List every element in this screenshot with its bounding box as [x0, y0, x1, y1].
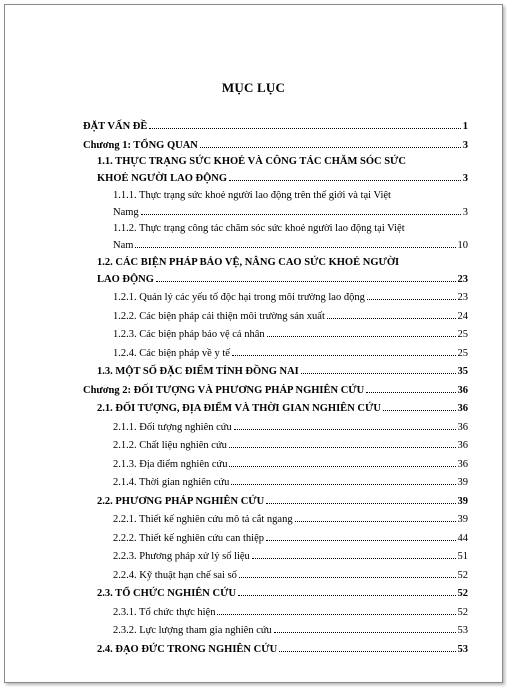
toc-entry-text: 1.1. THỰC TRẠNG SỨC KHOẺ VÀ CÔNG TÁC CHĂM SÓC SỨC	[97, 156, 407, 167]
toc-entry[interactable]	[113, 420, 468, 433]
toc-entry[interactable]	[113, 549, 468, 562]
toc-page-number: 36	[457, 440, 468, 451]
toc-entry[interactable]	[113, 205, 468, 218]
toc-page-number: 39	[457, 477, 468, 488]
dot-leader	[149, 128, 460, 129]
dot-leader	[229, 447, 456, 448]
toc-entry[interactable]	[83, 119, 468, 132]
dot-leader	[141, 214, 461, 215]
toc-entry[interactable]	[113, 346, 468, 359]
dot-leader	[279, 651, 455, 652]
toc-entry-text: 2.2.3. Phương pháp xử lý số liệu	[113, 551, 250, 562]
dot-leader	[234, 429, 456, 430]
toc-entry-text: 2.3.1. Tổ chức thực hiện	[113, 606, 216, 618]
toc-entry[interactable]	[113, 623, 468, 636]
toc-entry-text: 2.2. PHƯƠNG PHÁP NGHIÊN CỨU	[97, 495, 265, 507]
toc-page-number: 52	[457, 569, 468, 581]
dot-leader	[327, 318, 456, 319]
toc-page-number: 24	[457, 310, 468, 322]
toc-entry[interactable]	[113, 512, 468, 525]
toc-page-number: 44	[457, 532, 468, 544]
dot-leader	[231, 484, 455, 485]
document-page	[4, 4, 503, 683]
toc-entry-text: 1.2.1. Quản lý các yếu tố độc hại trong môi trường lao động	[113, 292, 365, 303]
dot-leader	[274, 632, 456, 633]
toc-page-number: 36	[457, 458, 468, 470]
toc-page-number: 25	[457, 329, 468, 340]
toc-entry[interactable]	[97, 586, 468, 599]
toc-entry-text-continued: Namg	[113, 206, 139, 218]
toc-entry-text: 1.1.2. Thực trạng công tác chăm sóc sức khoẻ người lao động tại Việt	[113, 223, 405, 234]
toc-page-number: 23	[457, 273, 468, 285]
toc-entry-text: 2.2.1. Thiết kế nghiên cứu mô tả cắt ngang	[113, 514, 293, 525]
toc-page-number: 53	[457, 625, 468, 636]
toc-entry[interactable]	[113, 438, 468, 451]
toc-entry[interactable]	[113, 309, 468, 322]
toc-entry-text-continued: LAO ĐỘNG	[97, 273, 154, 285]
toc-entry[interactable]	[97, 401, 468, 414]
dot-leader	[217, 614, 455, 615]
toc-page-number: 53	[457, 643, 468, 655]
toc-entry-text: 1.2.4. Các biện pháp về y tế	[113, 347, 230, 359]
dot-leader	[239, 577, 456, 578]
toc-entry-text-continued: Nam	[113, 240, 134, 251]
toc-entry-text: ĐẶT VẤN ĐỀ	[83, 121, 148, 132]
dot-leader	[367, 299, 456, 300]
toc-entry[interactable]	[113, 238, 468, 251]
dot-leader	[200, 147, 461, 148]
dot-leader	[366, 392, 455, 393]
toc-page-number: 36	[457, 384, 468, 396]
toc-entry[interactable]	[97, 272, 468, 285]
toc-page-number: 1	[462, 121, 468, 132]
toc-entry[interactable]	[113, 531, 468, 544]
toc-entry-text: 2.3. TỔ CHỨC NGHIÊN CỨU	[97, 588, 237, 599]
toc-title: MỤC LỤC	[221, 80, 286, 95]
toc-page-number: 23	[457, 292, 468, 303]
toc-entry-text: 2.1.2. Chất liệu nghiên cứu	[113, 440, 227, 451]
dot-leader	[156, 281, 456, 282]
dot-leader	[295, 521, 456, 522]
dot-leader	[267, 336, 456, 337]
toc-entry-text: 2.4. ĐẠO ĐỨC TRONG NGHIÊN CỨU	[97, 643, 278, 655]
dot-leader	[266, 540, 456, 541]
toc-entry-text: 1.2. CÁC BIỆN PHÁP BẢO VỆ, NÂNG CAO SỨC KHOẺ NGƯỜI	[97, 256, 400, 268]
toc-entry-text: Chương 2: ĐỐI TƯỢNG VÀ PHƯƠNG PHÁP NGHIÊN CỨU	[83, 384, 365, 396]
toc-entry[interactable]	[113, 568, 468, 581]
toc-entry[interactable]	[83, 138, 468, 151]
toc-page-number: 3	[462, 139, 468, 151]
dot-leader	[135, 247, 455, 248]
toc-entry-text: 1.1.1. Thực trạng sức khoẻ người lao động trên thế giới và tại Việt	[113, 189, 391, 201]
dot-leader	[238, 595, 455, 596]
toc-entry-text-continued: KHOẺ NGƯỜI LAO ĐỘNG	[97, 173, 227, 184]
dot-leader	[229, 466, 455, 467]
toc-entry-text: 2.2.4. Kỹ thuật hạn chế sai số	[113, 569, 237, 581]
toc-entry[interactable]	[113, 327, 468, 340]
toc-page-number: 3	[462, 206, 468, 218]
toc-page-number: 52	[457, 588, 468, 599]
toc-entry-text: 2.1.3. Địa điểm nghiên cứu	[113, 458, 228, 470]
toc-entry[interactable]	[83, 383, 468, 396]
toc-page-number: 35	[457, 366, 468, 377]
dot-leader	[266, 503, 455, 504]
dot-leader	[252, 558, 456, 559]
toc-entry[interactable]	[97, 494, 468, 507]
toc-page-number: 10	[457, 240, 468, 251]
toc-entry[interactable]	[113, 605, 468, 618]
dot-leader	[232, 355, 456, 356]
toc-entry-text: 2.3.2. Lực lượng tham gia nghiên cứu	[113, 625, 272, 636]
toc-page-number: 36	[457, 421, 468, 433]
toc-entry[interactable]	[97, 364, 468, 377]
toc-page-number: 39	[457, 514, 468, 525]
toc-entry-text: 1.2.2. Các biện pháp cải thiện môi trường sản xuất	[113, 310, 325, 322]
dot-leader	[301, 373, 456, 374]
toc-entry-text: 2.2.2. Thiết kế nghiên cứu can thiệp	[113, 532, 264, 544]
dot-leader	[229, 180, 461, 181]
toc-page-number: 3	[462, 173, 468, 184]
toc-page-number: 36	[457, 403, 468, 414]
toc-page-number: 52	[457, 606, 468, 618]
toc-page-number: 25	[457, 347, 468, 359]
toc-entry-text: 2.1.4. Thời gian nghiên cứu	[113, 477, 230, 488]
toc-entry[interactable]	[97, 642, 468, 655]
toc-entry-text: 1.2.3. Các biện pháp bảo vệ cá nhân	[113, 329, 265, 340]
toc-entry[interactable]	[113, 290, 468, 303]
toc-page-number: 39	[457, 495, 468, 507]
toc-entry-text: 2.1.1. Đối tượng nghiên cứu	[113, 421, 232, 433]
toc-entry-text: Chương 1: TỔNG QUAN	[83, 139, 198, 151]
toc-entry-text: 1.3. MỘT SỐ ĐẶC ĐIỂM TỈNH ĐỒNG NAI	[97, 366, 299, 377]
toc-entry-text: 2.1. ĐỐI TƯỢNG, ĐỊA ĐIỂM VÀ THỜI GIAN NGHIÊN CỨU	[97, 403, 381, 414]
toc-page-number: 51	[457, 551, 468, 562]
dot-leader	[383, 410, 456, 411]
toc-entry[interactable]	[97, 171, 468, 184]
toc-entry[interactable]	[113, 457, 468, 470]
toc-entry[interactable]	[113, 475, 468, 488]
